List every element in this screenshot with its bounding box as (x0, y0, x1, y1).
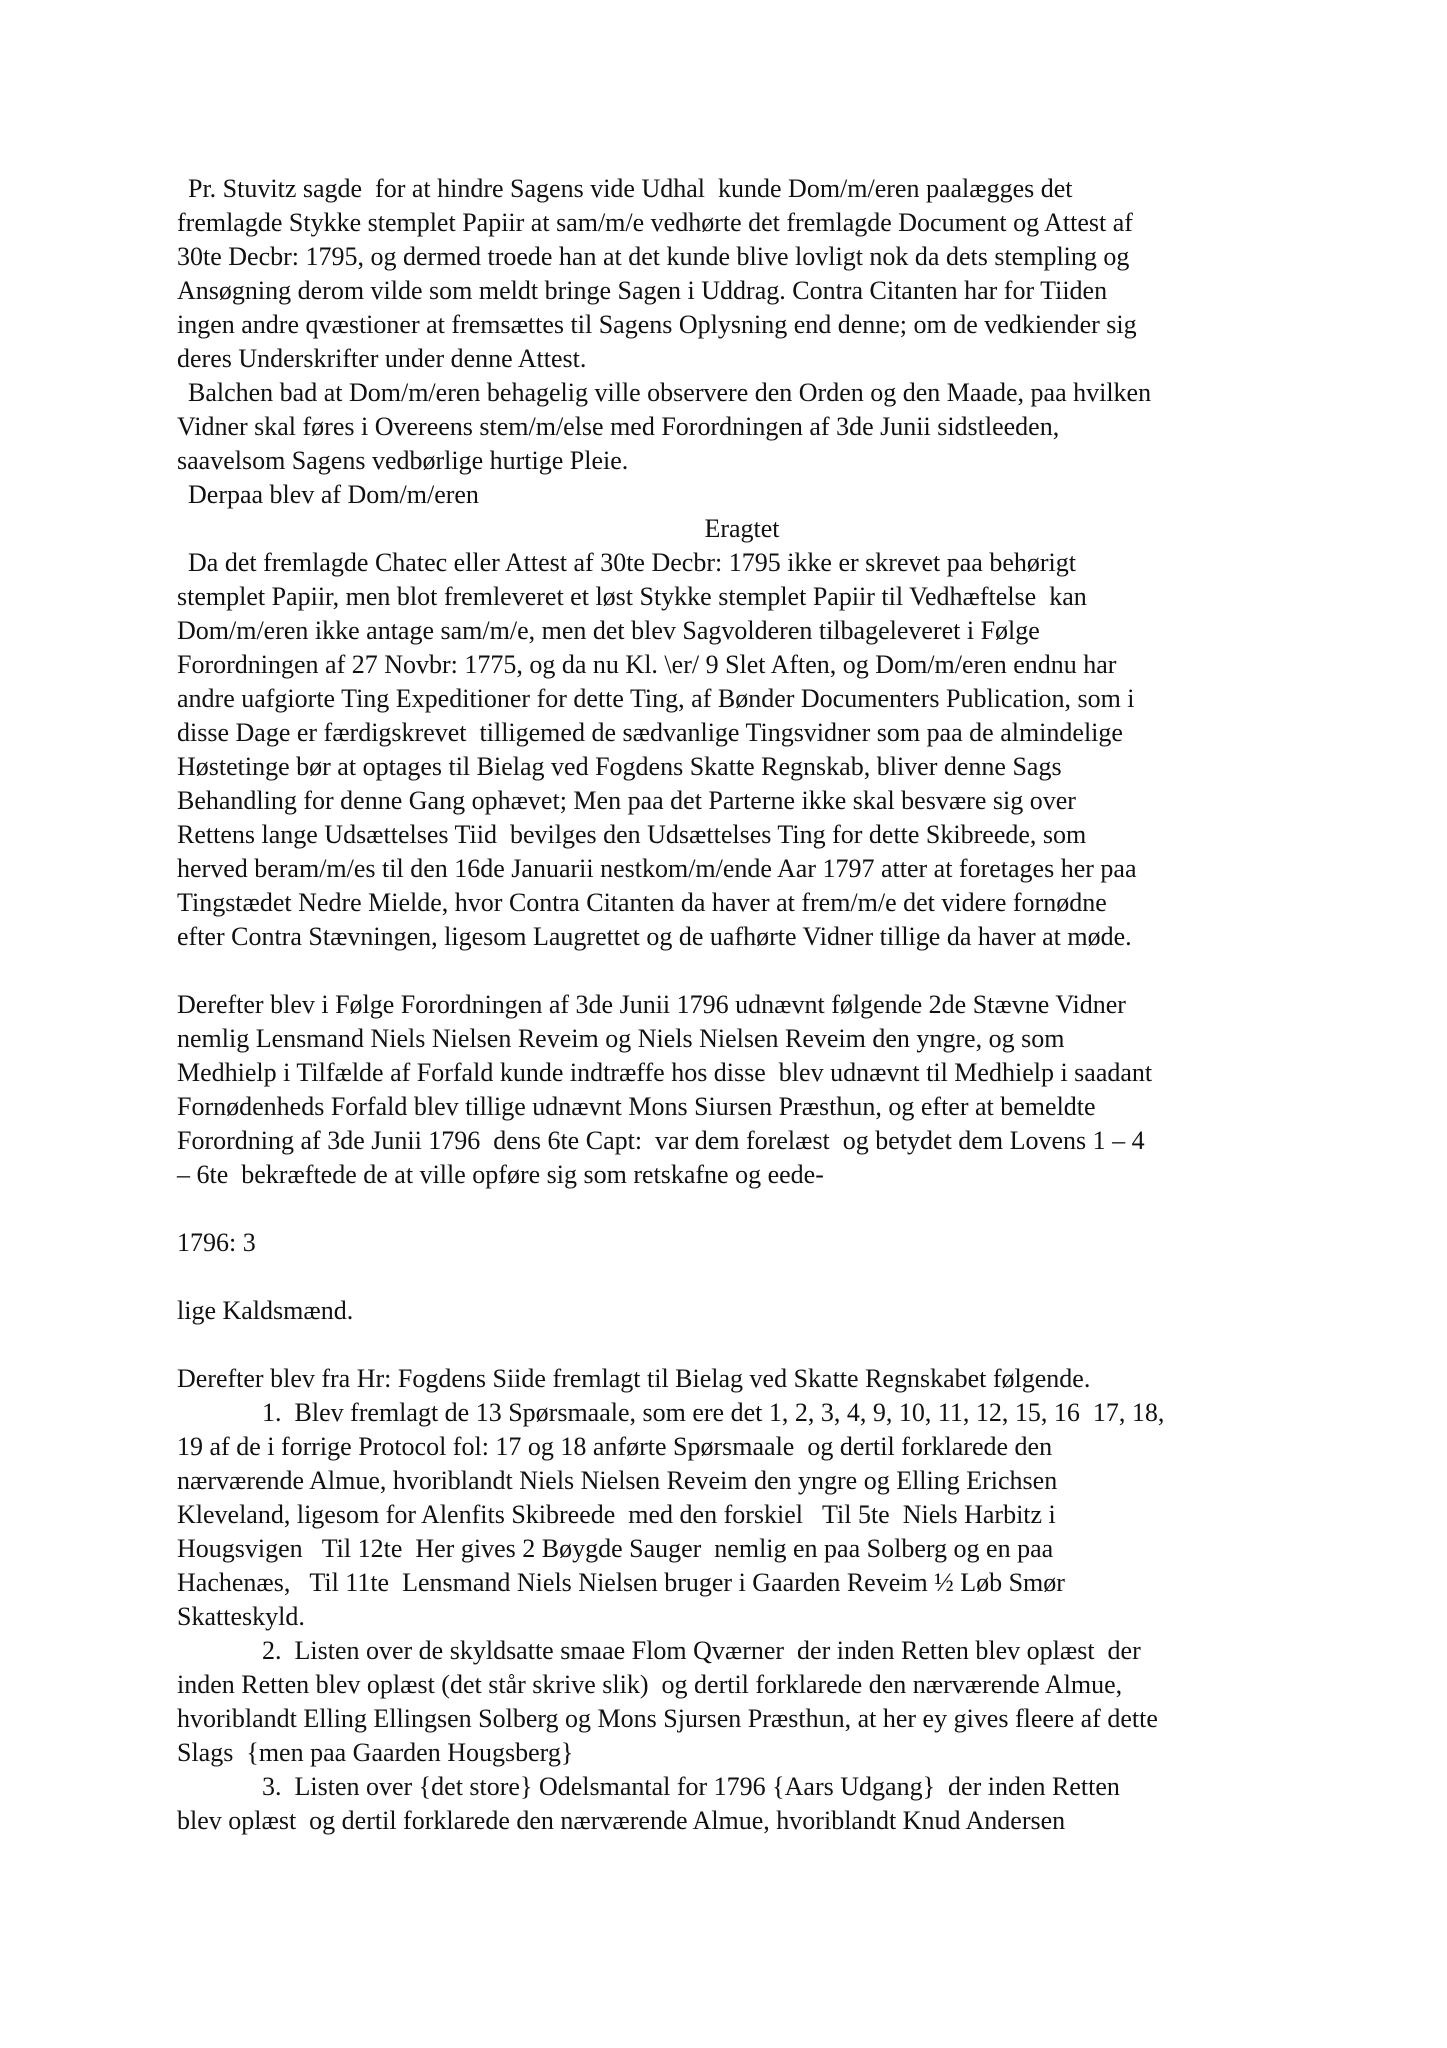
text-line: 3. Listen over {det store} Odelsmantal for 1796 {Aars Udgang} der inden Retten (262, 1772, 1120, 1801)
text-line: Ansøgning derom vilde som meldt bringe Sagen i Uddrag. Contra Citanten har for Tiiden (177, 276, 1108, 305)
text-line: Pr. Stuvitz sagde for at hindre Sagens vide Udhal kunde Dom/m/eren paalægges det (188, 174, 1073, 203)
text-line: disse Dage er færdigskrevet tilligemed de sædvanlige Tingsvidner som paa de almindelige (177, 718, 1123, 747)
text-line: nærværende Almue, hvoriblandt Niels Nielsen Reveim den yngre og Elling Erichsen (177, 1466, 1058, 1495)
paragraph-kaldsmaend (177, 1294, 1307, 1328)
text-line: Rettens lange Udsættelses Tiid bevilges den Udsættelses Ting for dette Skibreede, som (177, 820, 1087, 849)
text-line: inden Retten blev oplæst (det står skrive slik) og dertil forklarede den nærværende Almue, (177, 1670, 1123, 1699)
text-line: 1. Blev fremlagt de 13 Spørsmaale, som ere det 1, 2, 3, 4, 9, 10, 11, 12, 15, 16 17, 18, (262, 1398, 1165, 1427)
text-line: Fornødenheds Forfald blev tillige udnævnt Mons Siursen Præsthun, og efter at bemeldte (177, 1092, 1096, 1121)
transcript-text (177, 172, 1307, 1838)
text-line: Derefter blev i Følge Forordningen af 3de Junii 1796 udnævnt følgende 2de Stævne Vidner (177, 990, 1126, 1019)
text-line: lige Kaldsmænd. (177, 1296, 354, 1325)
list-item-2 (177, 1634, 1307, 1770)
text-line: Forordningen af 27 Novbr: 1775, og da nu Kl. \er/ 9 Slet Aften, og Dom/m/eren endnu har (177, 650, 1117, 679)
paragraph-gap (177, 1328, 1307, 1362)
paragraph-derpaa (177, 478, 1307, 512)
text-line: Høstetinge bør at optages til Bielag ved Fogdens Skatte Regnskab, bliver denne Sags (177, 752, 1062, 781)
paragraph-balchen (177, 376, 1307, 478)
paragraph-ruling (177, 546, 1307, 954)
text-line: fremlagde Stykke stemplet Papiir at sam/m/e vedhørte det fremlagde Document og Attest af (177, 208, 1133, 237)
paragraph-gap (177, 1260, 1307, 1294)
text-line: deres Underskrifter under denne Attest. (177, 344, 587, 373)
text-line: andre uafgiorte Ting Expeditioner for dette Ting, af Bønder Documenters Publication, som i (177, 684, 1135, 713)
page-marker (177, 1226, 1307, 1260)
paragraph-bielag (177, 1362, 1307, 1396)
paragraph-gap (177, 954, 1307, 988)
text-line: saavelsom Sagens vedbørlige hurtige Pleie. (177, 446, 629, 475)
text-line: Tingstædet Nedre Mielde, hvor Contra Citanten da haver at frem/m/e det videre fornødne (177, 888, 1107, 917)
list-item-1 (177, 1396, 1307, 1634)
paragraph-witnesses (177, 988, 1307, 1192)
text-line: Hachenæs, Til 11te Lensmand Niels Nielsen bruger i Gaarden Reveim ½ Løb Smør (177, 1568, 1065, 1597)
text-line: ingen andre qvæstioner at fremsættes til Sagens Oplysning end denne; om de vedkiender sig (177, 310, 1137, 339)
text-line: 30te Decbr: 1795, og dermed troede han at det kunde blive lovligt nok da dets stempling og (177, 242, 1130, 271)
text-line: 1796: 3 (177, 1228, 256, 1257)
text-line: hvoriblandt Elling Ellingsen Solberg og Mons Sjursen Præsthun, at her ey gives fleere af dette (177, 1704, 1158, 1733)
text-line: 19 af de i forrige Protocol fol: 17 og 18 anførte Spørsmaale og dertil forklarede den (177, 1432, 1053, 1461)
text-line: Vidner skal føres i Overeens stem/m/else med Forordningen af 3de Junii sidstleeden, (177, 412, 1060, 441)
heading-eragtet (177, 512, 1307, 546)
text-line: herved beram/m/es til den 16de Januarii nestkom/m/ende Aar 1797 atter at foretages her paa (177, 854, 1137, 883)
text-line: Da det fremlagde Chatec eller Attest af 30te Decbr: 1795 ikke er skrevet paa behørigt (188, 548, 1076, 577)
text-line: blev oplæst og dertil forklarede den nærværende Almue, hvoriblandt Knud Andersen (177, 1806, 1066, 1835)
text-line: – 6te bekræftede de at ville opføre sig som retskafne og eede- (177, 1160, 824, 1189)
text-line: Balchen bad at Dom/m/eren behagelig ville observere den Orden og den Maade, paa hvilken (188, 378, 1152, 407)
text-line: Hougsvigen Til 12te Her gives 2 Bøygde Sauger nemlig en paa Solberg og en paa (177, 1534, 1054, 1563)
text-line: Medhielp i Tilfælde af Forfald kunde indtræffe hos disse blev udnævnt til Medhielp i saadant (177, 1058, 1153, 1087)
paragraph-gap (177, 1192, 1307, 1226)
list-item-3 (177, 1770, 1307, 1838)
text-line: Skatteskyld. (177, 1602, 305, 1631)
text-line: Slags {men paa Gaarden Hougsberg} (177, 1738, 574, 1767)
text-line: Derpaa blev af Dom/m/eren (188, 480, 479, 509)
text-line: nemlig Lensmand Niels Nielsen Reveim og Niels Nielsen Reveim den yngre, og som (177, 1024, 1065, 1053)
paragraph-stuvitz (177, 172, 1307, 376)
text-line: stemplet Papiir, men blot fremleveret et løst Stykke stemplet Papiir til Vedhæftelse kan (177, 582, 1087, 611)
text-line: 2. Listen over de skyldsatte smaae Flom Qværner der inden Retten blev oplæst der (262, 1636, 1141, 1665)
text-line: Kleveland, ligesom for Alenfits Skibreede med den forskiel Til 5te Niels Harbitz i (177, 1500, 1056, 1529)
text-line: Forordning af 3de Junii 1796 dens 6te Capt: var dem forelæst og betydet dem Lovens 1 – 4 (177, 1126, 1145, 1155)
section-heading: Eragtet (704, 514, 780, 543)
text-line: Derefter blev fra Hr: Fogdens Siide fremlagt til Bielag ved Skatte Regnskabet følgende. (177, 1364, 1091, 1393)
text-line: efter Contra Stævningen, ligesom Laugrettet og de uafhørte Vidner tillige da haver at møde. (177, 922, 1132, 951)
text-line: Dom/m/eren ikke antage sam/m/e, men det blev Sagvolderen tilbageleveret i Følge (177, 616, 1040, 645)
text-line: Behandling for denne Gang ophævet; Men paa det Parterne ikke skal besvære sig over (177, 786, 1076, 815)
